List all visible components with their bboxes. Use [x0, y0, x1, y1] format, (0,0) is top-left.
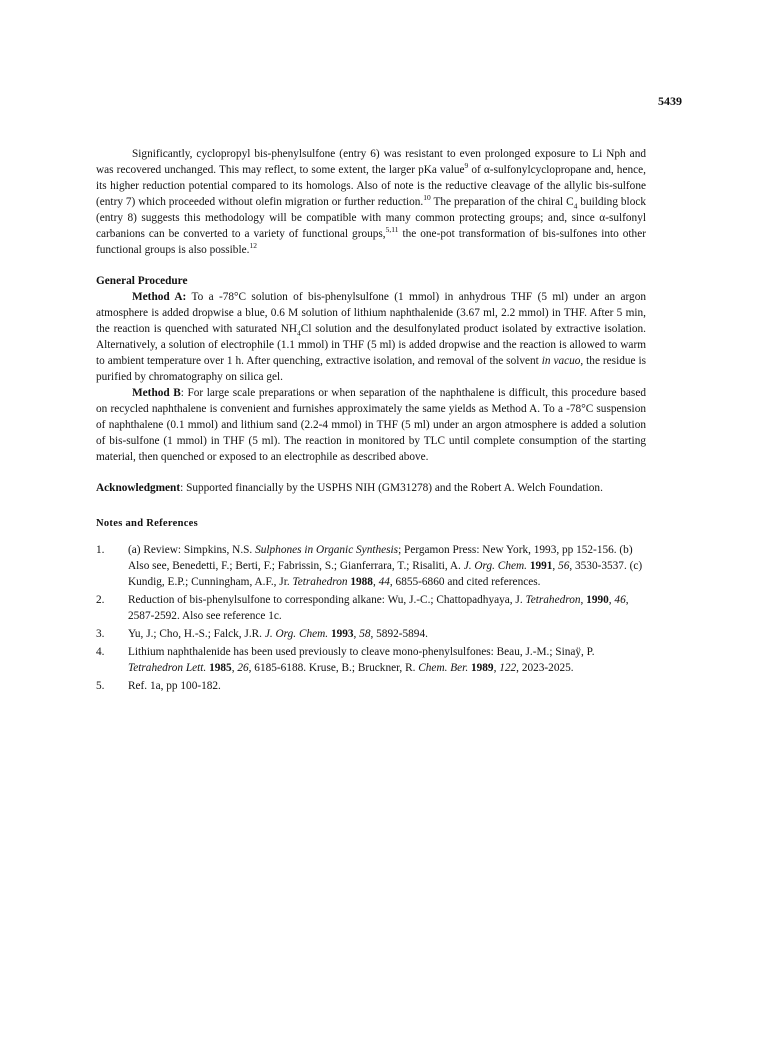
- intro-paragraph: Significantly, cyclopropyl bis-phenylsulfone (entry 6) was resistant to even prolonged exposure to Li Nph and was recovered unchanged. This may reflect, to some extent, the larger pKa value$^9$ of α-sulfonylcyclopropane and, hence, its higher reduction potential compared to its homologs. Also of note is the reductive cleavage of the allylic bis-sulfone (entry 7) which proceeded without olefin migration or further reduction.$^{10}$ The preparation of the chiral $C_4$ building block (entry 8) suggests this methodology will be compatible with many common protecting groups; and, since α-sulfonyl carbanions can be converted to a variety of functional groups,$^{5,11}$ the one-pot transformation of bis-sulfones into other functional groups is also possible.$^{12}$: [96, 148, 647, 256]
- method-b-paragraph: Method B: For large scale preparations or when separation of the naphthalene is difficult, this procedure based on recycled naphthalene is convenient and furnishes approximately the same yields as Method A. To a -78°C suspension of naphthalene (0.1 mmol) and lithium sand (2.2-4 mmol) in THF (5 ml) under an argon atmosphere is added a solution of bis-sulfone (1 mmol) in THF (5 ml). The reaction in monitored by TLC until complete consumption of the starting material, then quenched or exposed to an electrophile as described above.: [96, 387, 646, 463]
- acknowledgment-label: Acknowledgment: [96, 482, 181, 494]
- method-a-label: Method A:: [132, 291, 187, 303]
- reference-number: 1.: [96, 544, 105, 556]
- page-number: 5439: [658, 94, 682, 108]
- method-b-label: Method B: [132, 387, 181, 399]
- method-a-paragraph: Method A: To a -78°C solution of bis-phenylsulfone (1 mmol) in anhydrous THF (5 ml) under an argon atmosphere is added dropwise a blue, 0.6 M solution of lithium naphthalenide (3.67 ml, 2.2 mmol) in THF. After 5 min, the reaction is quenched with saturated $NH_4Cl$ solution and the desulfonylated product isolated by extractive isolation. Alternatively, a solution of electrophile (1.1 mmol) in THF (5 ml) is added dropwise and the reaction is allowed to warm to ambient temperature over 1 h. After quenching, extractive isolation, and removal of the solvent in vacuo, the residue is purified by chromatography on silica gel.: [96, 291, 647, 383]
- reference-text: Ref. 1a, pp 100-182.: [128, 680, 221, 692]
- reference-item: [96, 542, 646, 590]
- reference-item: [96, 678, 646, 694]
- reference-text: (a) Review: Simpkins, N.S. Sulphones in Organic Synthesis; Pergamon Press: New York, 1993, pp 152-156. (b) Also see, Benedetti, F.; Berti, F.; Fabrissin, S.; Gianferrara, T.; Risaliti, A. J. Org. Chem. 1991, 56, 3530-3537. (c) Kundig, E.P.; Cunningham, A.F., Jr. Tetrahedron 1988, 44, 6855-6860 and cited references.: [128, 544, 643, 588]
- reference-number: 2.: [96, 594, 105, 606]
- acknowledgment-paragraph: Acknowledgment: Supported financially by the USPHS NIH (GM31278) and the Robert A. Welch Foundation.: [96, 482, 603, 494]
- notes-references-heading: Notes and References: [96, 518, 199, 529]
- general-procedure-heading: General Procedure: [96, 275, 188, 287]
- page-body: [96, 146, 646, 696]
- reference-item: [96, 644, 646, 676]
- reference-number: 3.: [96, 628, 105, 640]
- reference-number: 4.: [96, 646, 105, 658]
- reference-text: Yu, J.; Cho, H.-S.; Falck, J.R. J. Org. Chem. 1993, 58, 5892-5894.: [128, 628, 428, 640]
- reference-text: Reduction of bis-phenylsulfone to corresponding alkane: Wu, J.-C.; Chattopadhyaya, J. Tetrahedron, 1990, 46, 2587-2592. Also see reference 1c.: [128, 594, 629, 622]
- reference-item: [96, 592, 646, 624]
- reference-list: [96, 542, 646, 694]
- reference-text: Lithium naphthalenide has been used previously to cleave mono-phenylsulfones: Beau, J.-M.; Sinaÿ, P. Tetrahedron Lett. 1985, 26, 6185-6188. Kruse, B.; Bruckner, R. Chem. Ber. 1989, 122, 2023-2025.: [128, 646, 595, 674]
- reference-number: 5.: [96, 680, 105, 692]
- reference-item: [96, 626, 646, 642]
